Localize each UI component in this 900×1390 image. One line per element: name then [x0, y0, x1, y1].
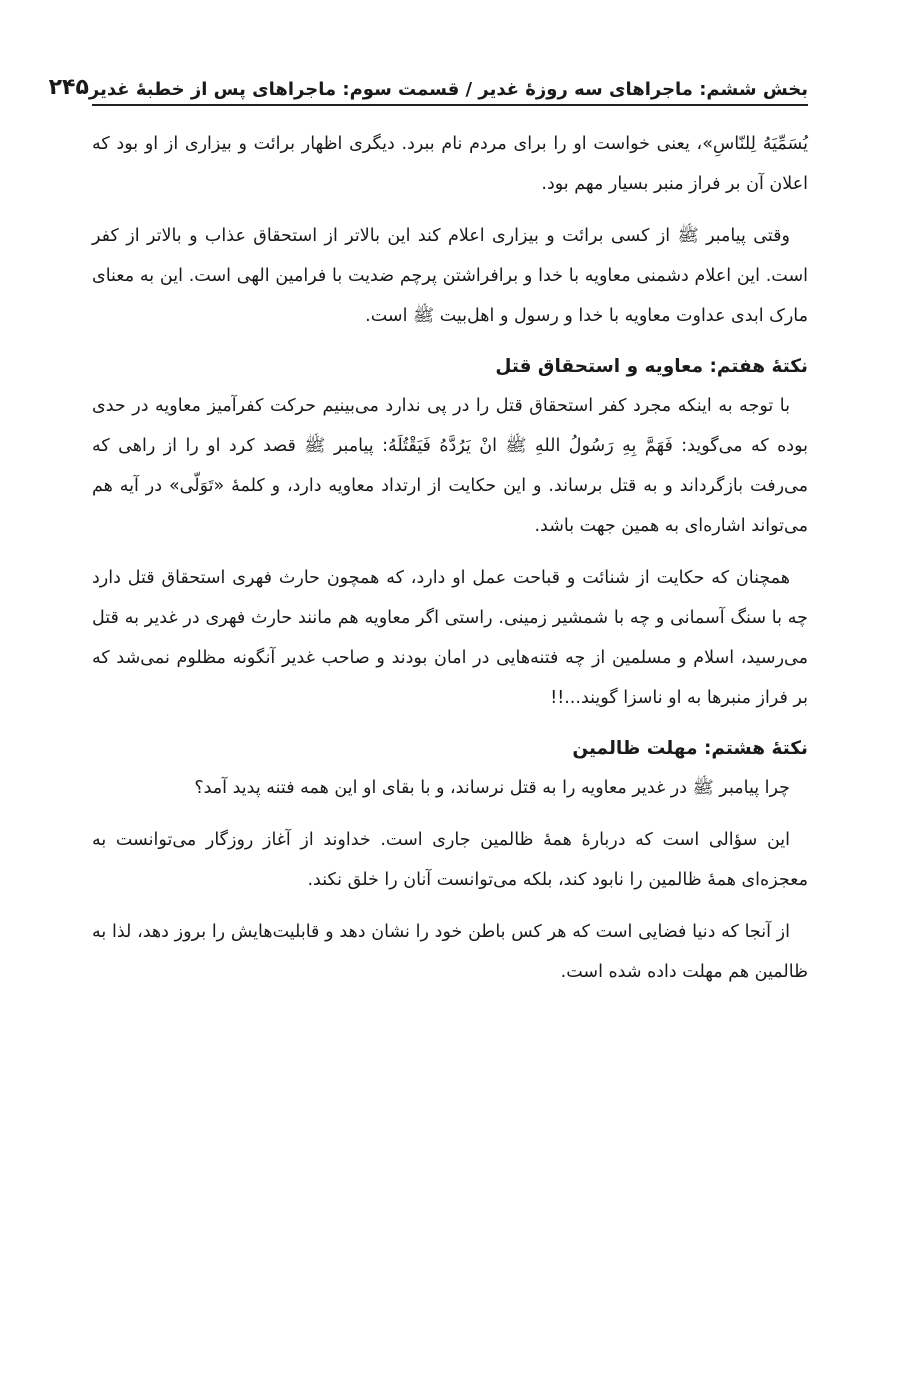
section-heading-8: نکتهٔ هشتم: مهلت ظالمین [572, 738, 808, 759]
page-number: ۲۴۵ [48, 75, 89, 100]
paragraph-bara-at: وقتی پیامبر ﷺ از کسی برائت و بیزاری اعلام کند این بالاتر از استحقاق عذاب و بالاتر از کفر است. این اعلام دشمنی معاویه با خدا و برافراشتن پرچم ضدیت با فرامین الهی است. این به معنای مارک ابدی عداوت معاویه با خدا و رسول و اهل‌بیت ﷺ است. [92, 226, 808, 326]
paragraph-continued: يُسَمِّيَهُ لِلنّاسِ»، یعنی خواست او را برای مردم نام ببرد. دیگری اظهار برائت و بیزاری از او بود که اعلان آن بر فراز منبر بسیار مهم بود. [92, 134, 808, 194]
running-header [48, 60, 808, 106]
paragraph-answer: این سؤالی است که دربارهٔ همهٔ ظالمین جاری است. خداوند از آغاز روزگار می‌توانست به معجزه‌ای همهٔ ظالمین را نابود کند، بلکه می‌توانست آنان را خلق نکند. [92, 830, 808, 890]
paragraph-conclusion: از آنجا که دنیا فضایی است که هر کس باطن خود را نشان دهد و قابلیت‌هایش را بروز دهد، لذا به ظالمین هم مهلت داده شده است. [92, 922, 808, 982]
section-heading-7: نکتهٔ هفتم: معاویه و استحقاق قتل [495, 356, 808, 377]
paragraph-qatl: با توجه به اینکه مجرد کفر استحقاق قتل را در پی ندارد می‌بینیم حرکت کفرآمیز معاویه در حدی بوده که می‌گوید: فَهَمَّ بِهِ رَسُولُ اللهِ ﷺ انْ يَرُدَّهُ فَيَقْتُلَهُ: پیامبر ﷺ قصد کرد او را از راهی که می‌رفت بازگرداند و به قتل برساند. و این حکایت از ارتداد معاویه دارد، و کلمهٔ «تَوَلّى» در آیه هم می‌تواند اشاره‌ای به همین جهت باشد. [92, 396, 808, 536]
running-title: بخش ششم: ماجراهای سه روزهٔ غدیر / قسمت سوم: ماجراهای پس از خطبهٔ غدیر [88, 79, 808, 100]
book-page [48, 60, 808, 1004]
paragraph-harith: همچنان که حکایت از شنائت و قباحت عمل او دارد، که همچون حارث فهری استحقاق قتل دارد چه با سنگ آسمانی و چه با شمشیر زمینی. راستی اگر معاویه هم مانند حارث فهری در غدیر به قتل می‌رسید، اسلام و مسلمین از چه فتنه‌هایی در امان بودند و صاحب غدیر آنگونه مظلوم نمی‌شد که بر فراز منبرها به او ناسزا گویند...!! [92, 568, 808, 708]
paragraph-question: چرا پیامبر ﷺ در غدیر معاویه را به قتل نرساند، و با بقای او این همه فتنه پدید آمد؟ [194, 778, 790, 798]
